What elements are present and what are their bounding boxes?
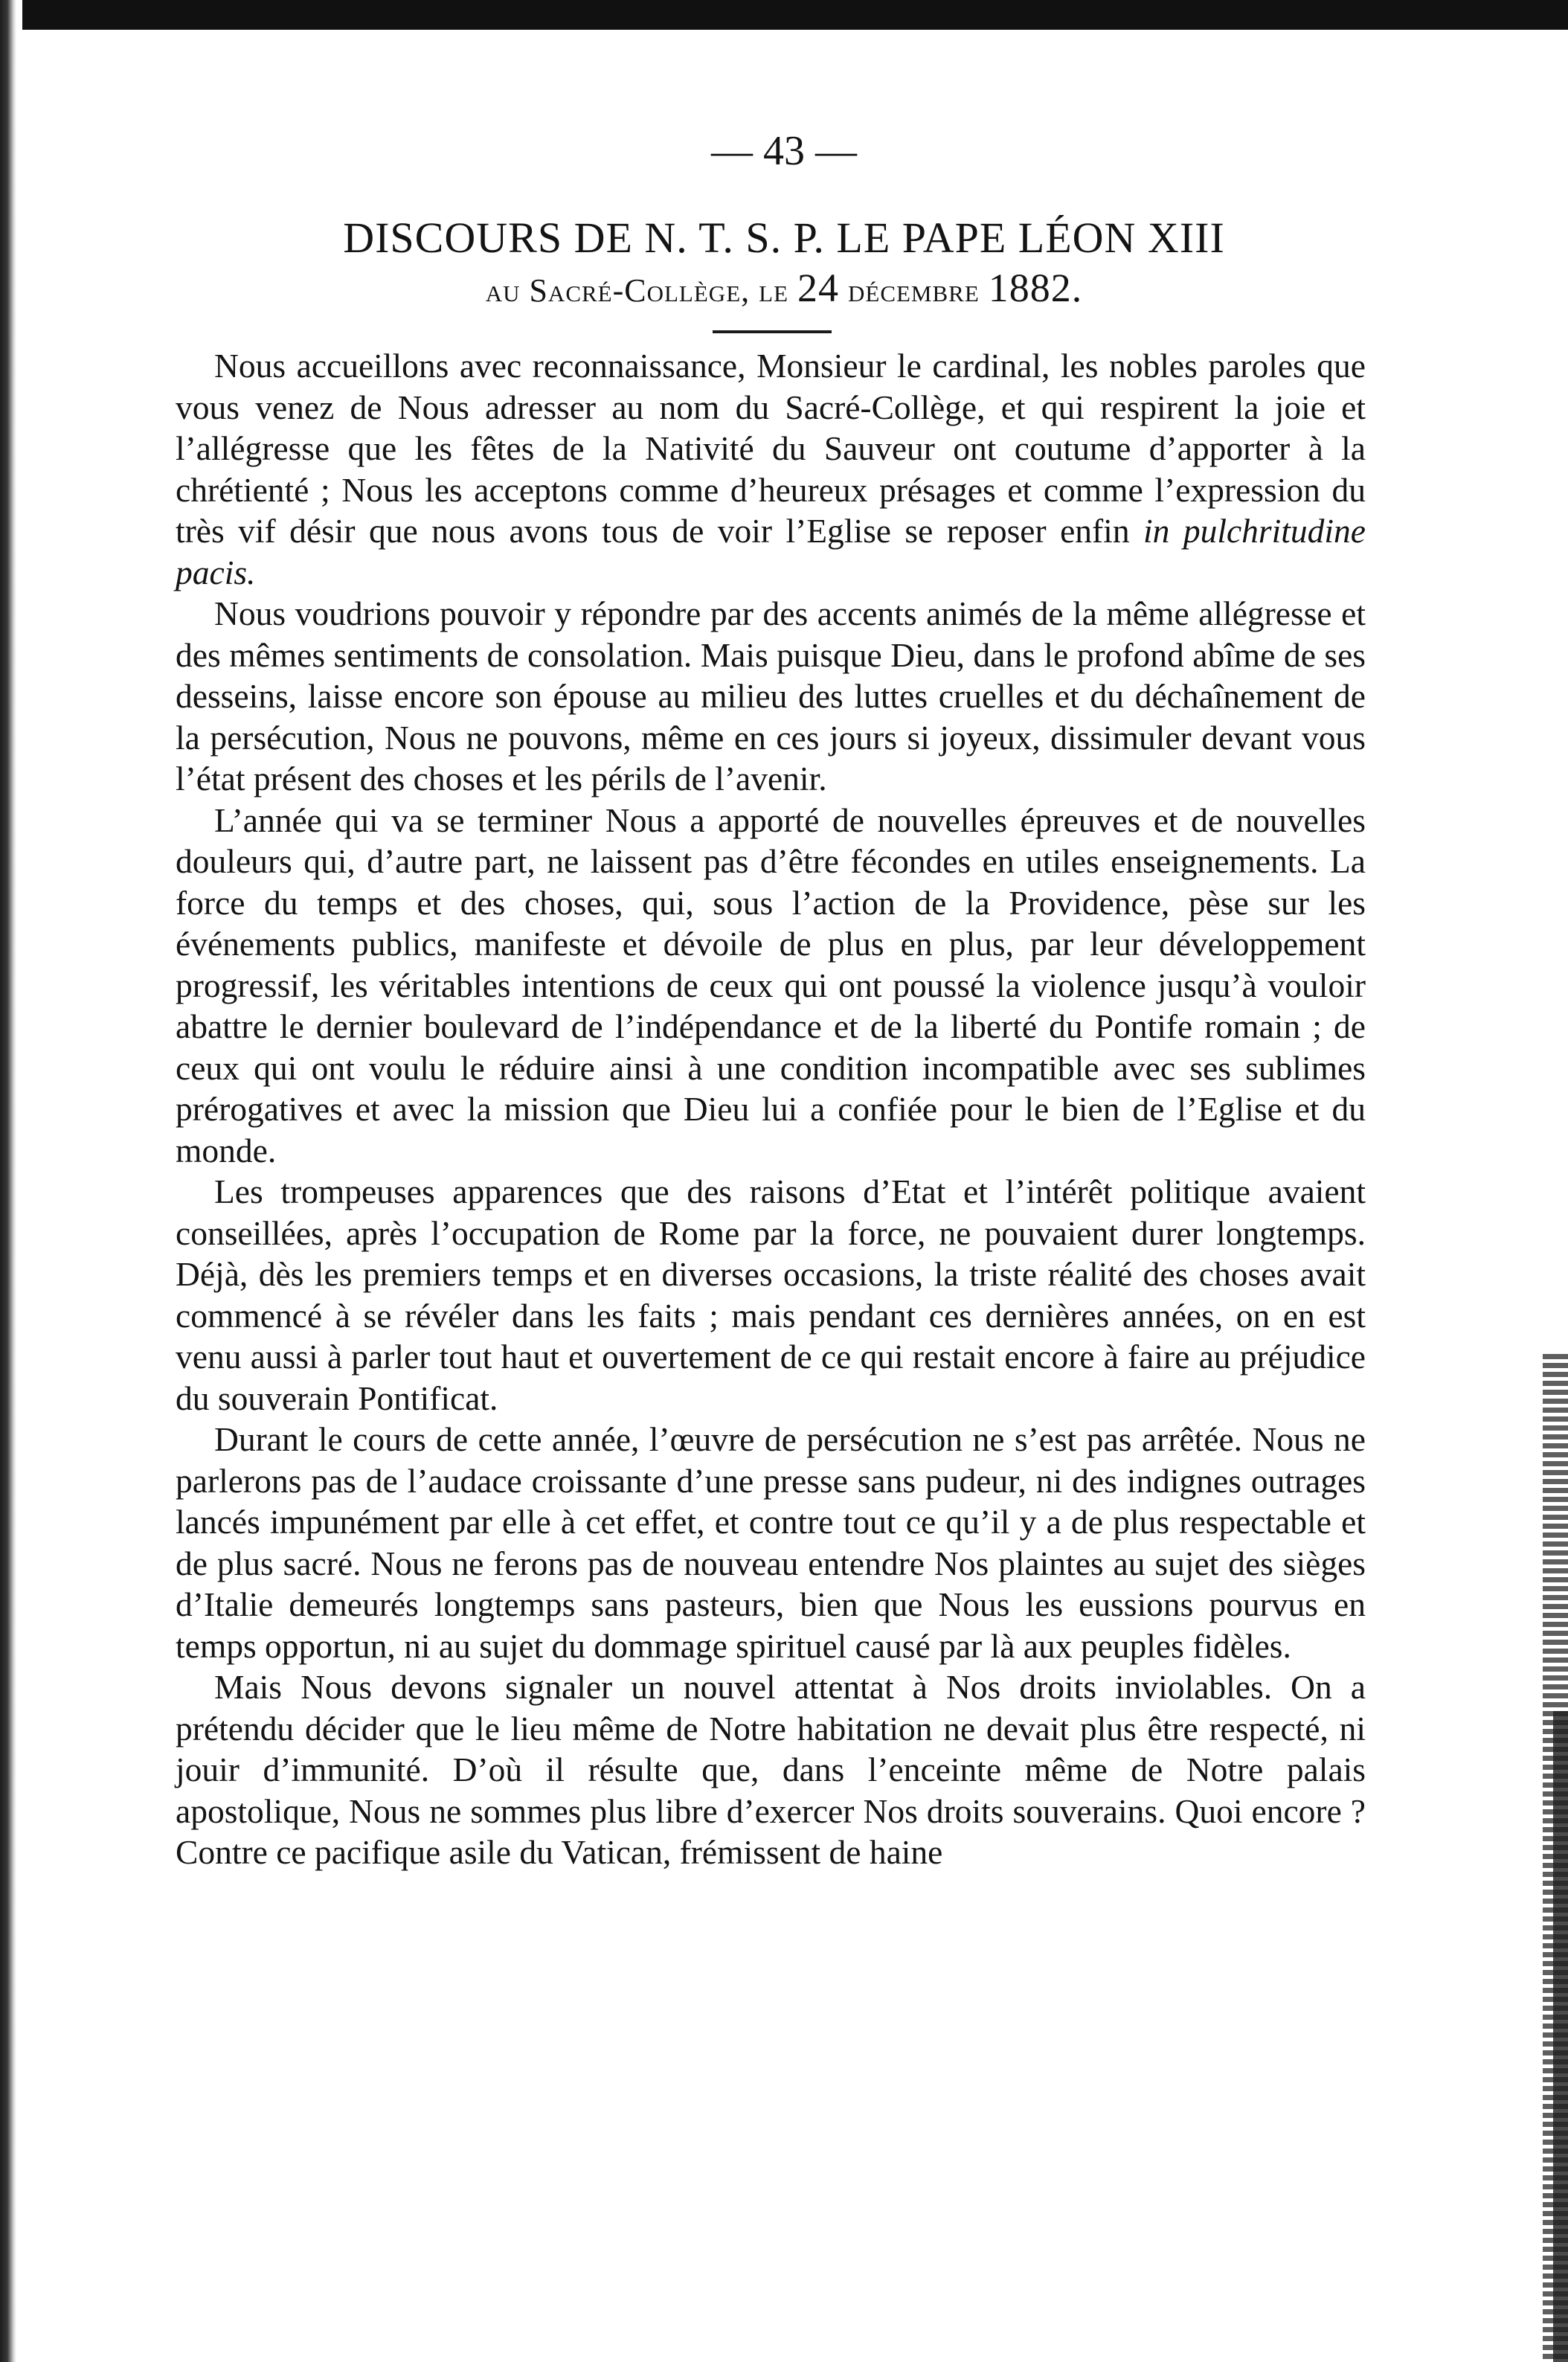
paragraph-5: Durant le cours de cette année, l’œuvre de persécution ne s’est pas arrêtée. Nous ne parlerons pas de l’audace croissante d’une presse sans pudeur, ni des indignes outrages lancés impunément par elle à cet effet, et contre tout ce qu’il y a de plus respectable et de plus sacré. Nous ne ferons pas de nouveau entendre Nos plaintes au sujet des sièges d’Italie demeurés longtemps sans pasteurs, bien que Nous les eussions pourvus en temps opportun, ni au sujet du dommage spirituel causé par là aux peuples fidèles.: [176, 1420, 1366, 1665]
discourse-body: [176, 345, 1366, 1873]
subtitle-month: décembre: [839, 272, 989, 309]
left-scan-edge: [0, 0, 16, 2362]
page-number: — 43 —: [711, 128, 857, 174]
right-scan-edge-dark: [1553, 1711, 1568, 2362]
paragraph-1: [176, 345, 1366, 593]
paragraph-2: Nous voudrions pouvoir y répondre par des accents animés de la même allégresse et des mêmes sentiments de consolation. Mais puisque Dieu, dans le profond abîme de ses desseins, laisse encore son épouse au milieu des luttes cruelles et du déchaînement de la persécution, Nous ne pouvons, même en ces jours si joyeux, dissimuler devant vous l’état présent des choses et les périls de l’avenir.: [176, 594, 1366, 798]
paragraph-4: Les trompeuses apparences que des raisons d’Etat et l’intérêt politique avaient conseillées, après l’occupation de Rome par la force, ne pouvaient durer longtemps. Déjà, dès les premiers temps et en diverses occasions, la triste réalité des choses avait commencé à se révéler dans les faits ; mais pendant ces dernières années, on en est venu aussi à parler tout haut et ouvertement de ce qui restait encore à faire au préjudice du souverain Pontificat.: [176, 1172, 1366, 1417]
subtitle-year: 1882.: [988, 266, 1083, 310]
latin-phrase: in pulchritudine pacis.: [176, 512, 1366, 591]
top-scan-border: [22, 0, 1568, 30]
subtitle-prefix: au Sacré-Collège, le: [485, 272, 797, 309]
subtitle-day: 24: [797, 266, 839, 310]
paragraph-3: L’année qui va se terminer Nous a apporté de nouvelles épreuves et de nouvelles douleurs qui, d’autre part, ne laissent pas d’être fécondes en utiles enseignements. La force du temps et des choses, qui, sous l’action de la Providence, pèse sur les événements publics, manifeste et dévoile de plus en plus, par leur développement progressif, les véritables intentions de ceux qui ont poussé la violence jusqu’à vouloir abattre le dernier boulevard de l’indépendance et de la liberté du Pontife romain ; de ceux qui ont voulu le réduire ainsi à une condition incompatible avec ses sublimes prérogatives et avec la mission que Dieu lui a confiée pour le bien de l’Eglise et du monde.: [176, 800, 1366, 1169]
paragraph-6: Mais Nous devons signaler un nouvel attentat à Nos droits inviolables. On a prétendu décider que le lieu même de Notre habitation ne devait plus être respecté, ni jouir d’immunité. D’où il résulte que, dans l’enceinte même de Notre palais apostolique, Nous ne sommes plus libre d’exercer Nos droits souverains. Quoi encore ? Contre ce pacifique asile du Vatican, frémissent de haine: [176, 1668, 1366, 1871]
paragraph-1-text: Nous accueillons avec reconnaissance, Monsieur le cardinal, les nobles paroles que vous venez de Nous adresser au nom du Sacré-Collège, et qui respirent la joie et l’allégresse que les fêtes de la Nativité du Sauveur ont coutume d’apporter à la chrétienté ; Nous les acceptons comme d’heureux présages et comme l’expression du très vif désir que nous avons tous de voir l’Eglise se reposer enfin: [176, 347, 1366, 550]
page-title: DISCOURS DE N. T. S. P. LE PAPE LÉON XIII: [343, 214, 1225, 262]
title-divider: [713, 330, 832, 333]
page-subtitle: [0, 265, 1568, 314]
